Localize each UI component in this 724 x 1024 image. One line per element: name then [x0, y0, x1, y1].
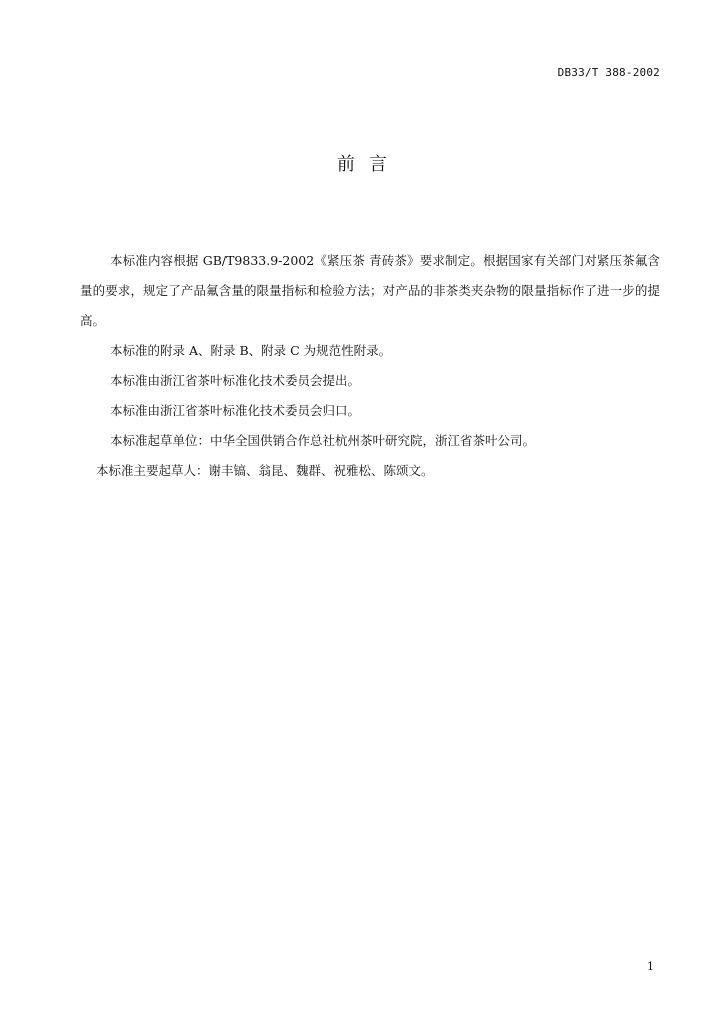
document-body [80, 246, 660, 486]
page-title: 前言 [337, 154, 401, 175]
page-number: 1 [647, 960, 654, 973]
intro-paragraph: 本标准内容根据 GB/T9833.9-2002《紧压茶 青砖茶》要求制定。根据国家有关部门对紧压茶氟含量的要求，规定了产品氟含量的限量指标和检验方法；对产品的非茶类夹杂物的限量指标作了进一步的提高。 [80, 253, 660, 328]
managed-by-paragraph: 本标准由浙江省茶叶标准化技术委员会归口。 [110, 403, 361, 418]
drafting-units-paragraph: 本标准起草单位：中华全国供销合作总社杭州茶叶研究院，浙江省茶叶公司。 [110, 433, 536, 448]
drafters-paragraph: 本标准主要起草人：谢丰镐、翁昆、魏群、祝雅松、陈颂文。 [96, 463, 434, 478]
proposed-by-paragraph: 本标准由浙江省茶叶标准化技术委员会提出。 [110, 373, 361, 388]
appendix-paragraph: 本标准的附录 A、附录 B、附录 C 为规范性附录。 [110, 343, 392, 358]
document-code: DB33/T 388-2002 [557, 66, 660, 79]
